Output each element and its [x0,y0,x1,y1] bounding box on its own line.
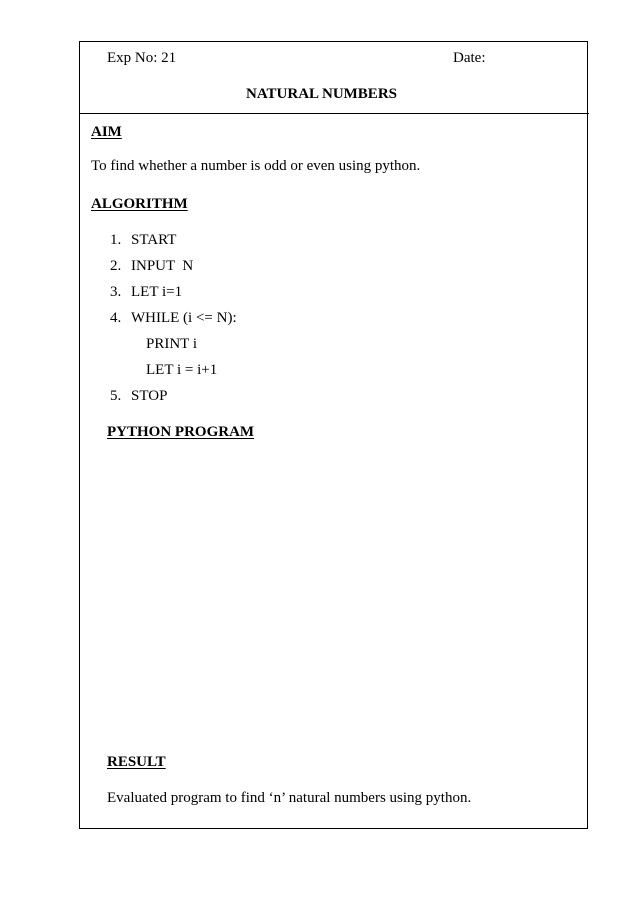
exp-number: Exp No: 21 [107,50,177,66]
step-number: 5. [110,388,122,404]
date-label: Date: [453,50,486,66]
algorithm-step [110,283,182,301]
aim-heading: AIM [91,124,122,140]
aim-text: To find whether a number is odd or even using python. [91,158,421,174]
algorithm-substep [146,361,217,379]
result-heading: RESULT [107,754,166,770]
step-text: START [131,232,177,248]
result-text: Evaluated program to find ‘n’ natural numbers using python. [107,790,472,806]
algorithm-heading: ALGORITHM [91,196,188,212]
step-number: 2. [110,258,122,274]
algorithm-substep [146,335,197,353]
step-text: PRINT i [146,336,197,352]
algorithm-step [110,231,176,249]
step-number: 4. [110,310,122,326]
step-text: LET i=1 [131,284,183,300]
step-text: LET i = i+1 [146,362,218,378]
algorithm-step [110,257,193,275]
step-number: 1. [110,232,122,248]
step-text: STOP [131,388,168,404]
page-title: NATURAL NUMBERS [246,86,397,102]
algorithm-step [110,387,167,405]
step-number: 3. [110,284,122,300]
header-divider [79,113,589,114]
step-text: INPUT N [131,258,194,274]
step-text: WHILE (i <= N): [131,310,237,326]
algorithm-step [110,309,237,327]
program-heading: PYTHON PROGRAM [107,424,255,440]
